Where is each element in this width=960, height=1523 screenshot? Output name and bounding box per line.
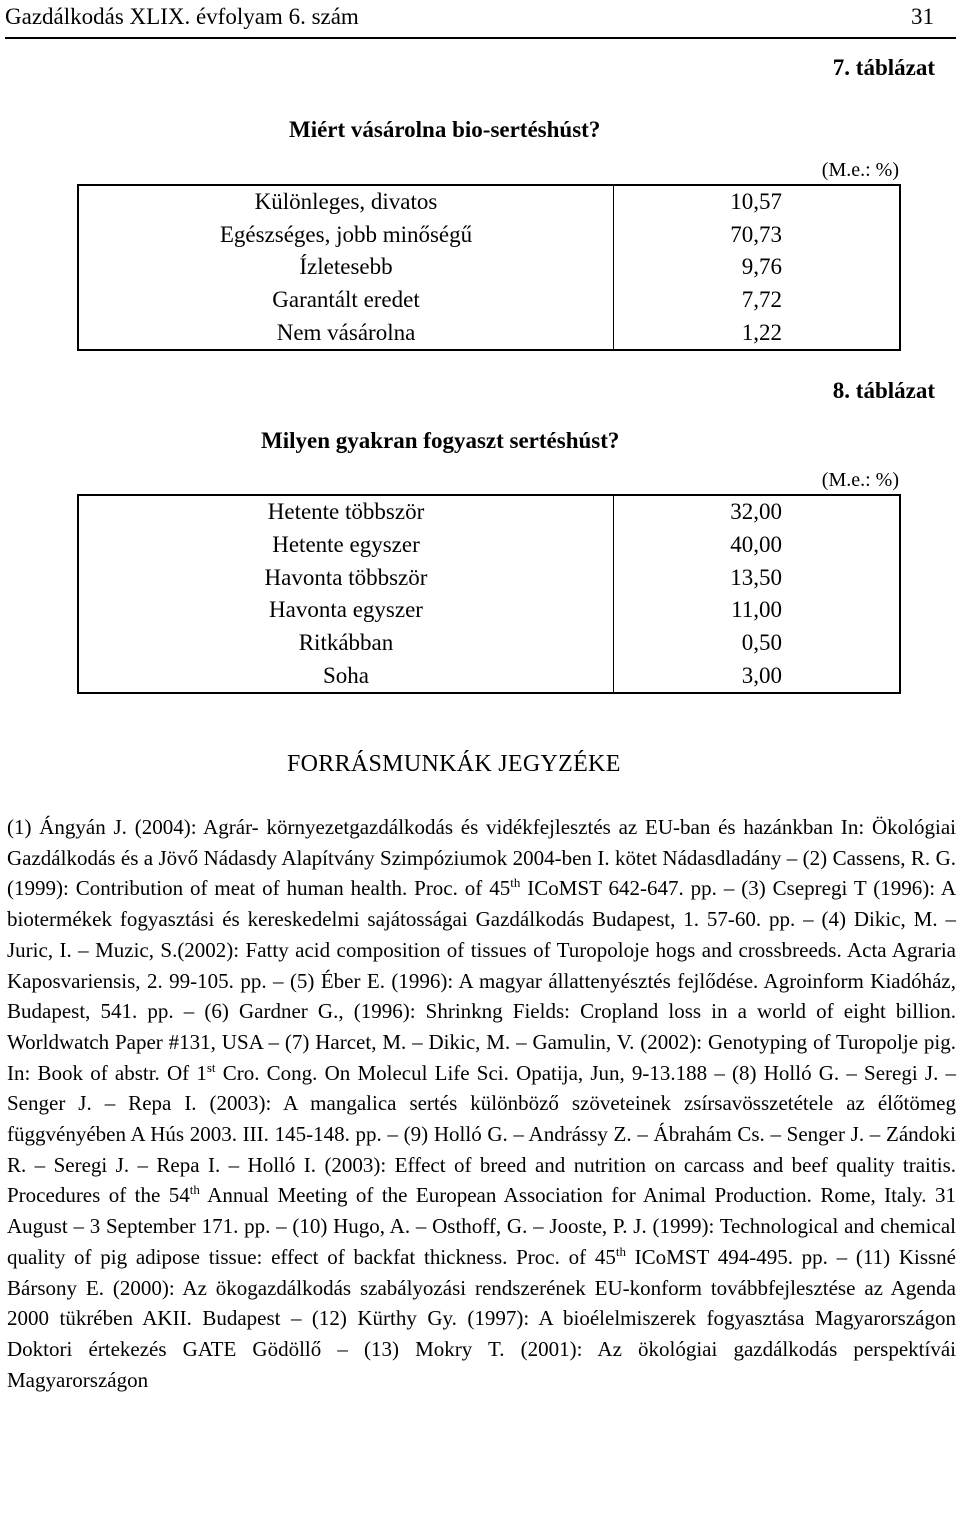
row-label: Soha: [78, 659, 614, 693]
table-7-number: 7. táblázat: [832, 55, 935, 80]
reference-text: ICoMST 642-647. pp. – (3) Csepregi T (1996): A biotermékek fogyasztási és kereskedelmi sajátosságai Gazdálkodás Budapest, 1. 57-60. pp. – (4) Dikic, M. – Juric, I. – Muzic, S.(2002): Fatty acid composition of tissues of Turopoloje hogs and crossbreeds. Acta Agraria Kaposvariensis, 2. 99-105. pp. – (5) Éber E. (1996): A magyar állattenyésztés fejlődése. Agroinform Kiadóház, Budapest, 541. pp. – (6) Gardner G., (1996): Shrinkng Fields: Cropland loss in a world of eight billion. Worldwatch Paper #131, USA – (7) Harcet, M. – Dikic, M. – Gamulin, V. (2002): Genotyping of Turopolje pig. In: Book of abstr. Of 1: [7, 876, 956, 1085]
table-7-title: Miért vásárolna bio-sertéshúst?: [289, 117, 601, 142]
page-number: 31: [911, 4, 934, 29]
table-row: [78, 529, 900, 562]
table-8-unit: (M.e.: %): [821, 469, 899, 491]
row-value: 7,72: [741, 287, 782, 313]
row-value: 9,76: [741, 254, 782, 280]
table-row: [78, 594, 900, 627]
row-label: Ritkábban: [78, 627, 614, 660]
table-row: [78, 219, 900, 252]
row-value: 70,73: [730, 221, 782, 247]
ordinal-superscript: th: [189, 1182, 200, 1198]
table-row: [78, 185, 900, 219]
row-value: 32,00: [730, 499, 782, 525]
reference-text: (1) Ángyán J. (2004): Agrár- környezetgazdálkodás és vidékfejlesztés az EU-ban és hazánkban In: Ökológiai Gazdálkodás és a Jövő Nádasdy Alapítvány Szimpóziumok 2004-ben I. kötet Nádasdladány – (2) Cassens, R. G. (1999): Contribution of meat of human health. Proc. of 45: [7, 815, 956, 901]
row-label: Egészséges, jobb minőségű: [78, 219, 614, 252]
table-row: [78, 659, 900, 693]
table-8-number: 8. táblázat: [832, 378, 935, 403]
row-label: Különleges, divatos: [78, 185, 614, 219]
table-row: [78, 495, 900, 529]
row-value: 1,22: [741, 319, 782, 345]
ordinal-superscript: th: [510, 875, 521, 891]
row-value: 3,00: [741, 662, 782, 688]
row-value: 13,50: [730, 564, 782, 590]
running-header: [5, 0, 956, 39]
references-list: [7, 812, 956, 1395]
row-label: Garantált eredet: [78, 284, 614, 317]
row-value: 40,00: [730, 532, 782, 557]
row-value: 0,50: [741, 629, 782, 655]
row-value: 11,00: [731, 597, 782, 623]
ordinal-superscript: st: [206, 1059, 216, 1075]
table-row: [78, 284, 900, 317]
ordinal-superscript: th: [615, 1243, 626, 1259]
reference-text: ICoMST 494-495. pp. – (11) Kissné Bársony E. (2000): Az ökogazdálkodás szabályozási rendszerének EU-konform továbbfejlesztése az Agenda 2000 tükrében AKII. Budapest – (12) Kürthy Gy. (1997): A bioélelmiszerek fogyasztása Magyarországon Doktori értekezés GATE Gödöllő – (13) Mokry T. (2001): Az ökológiai gazdálkodás perspektívái Magyarországon: [7, 1244, 956, 1392]
table-row: [78, 627, 900, 660]
row-label: Havonta többször: [78, 561, 614, 594]
row-label: Ízletesebb: [78, 251, 614, 284]
reference-text: Annual Meeting of the European Association for Animal Production. Rome, Italy. 31 August – 3 September 171. pp. – (10) Hugo, A. – Osthoff, G. – Jooste, P. J. (1999): Technological and chemical quality of pig adipose tissue: effect of backfat thickness. Proc. of 45: [7, 1183, 956, 1269]
table-8: [77, 494, 901, 694]
row-label: Havonta egyszer: [78, 594, 614, 627]
row-label: Nem vásárolna: [78, 316, 614, 350]
table-7: [77, 184, 901, 351]
journal-title: Gazdálkodás XLIX. évfolyam 6. szám: [5, 4, 359, 29]
row-label: Hetente egyszer: [78, 529, 614, 562]
row-label: Hetente többször: [78, 495, 614, 529]
row-value: 10,57: [730, 189, 782, 215]
table-8-title: Milyen gyakran fogyaszt sertéshúst?: [261, 428, 620, 453]
table-row: [78, 316, 900, 350]
reference-text: Cro. Cong. On Molecul Life Sci. Opatija, Jun, 9-13.188 – (8) Holló G. – Seregi J. – Senger J. – Repa I. (2003): A mangalica sertés különböző szöveteinek zsírsavösszetétele az élőtömeg függvényében A Hús 2003. III. 145-148. pp. – (9) Holló G. – Andrássy Z. – Ábrahám Cs. – Senger J. – Zándoki R. – Seregi J. – Repa I. – Holló I. (2003): Effect of breed and nutrition on carcass and beef quality traitis. Procedures of the 54: [7, 1060, 957, 1208]
references-heading: FORRÁSMUNKÁK JEGYZÉKE: [287, 751, 621, 777]
table-7-unit: (M.e.: %): [821, 159, 899, 181]
table-row: [78, 251, 900, 284]
table-row: [78, 561, 900, 594]
references-paragraph: [7, 812, 956, 1395]
